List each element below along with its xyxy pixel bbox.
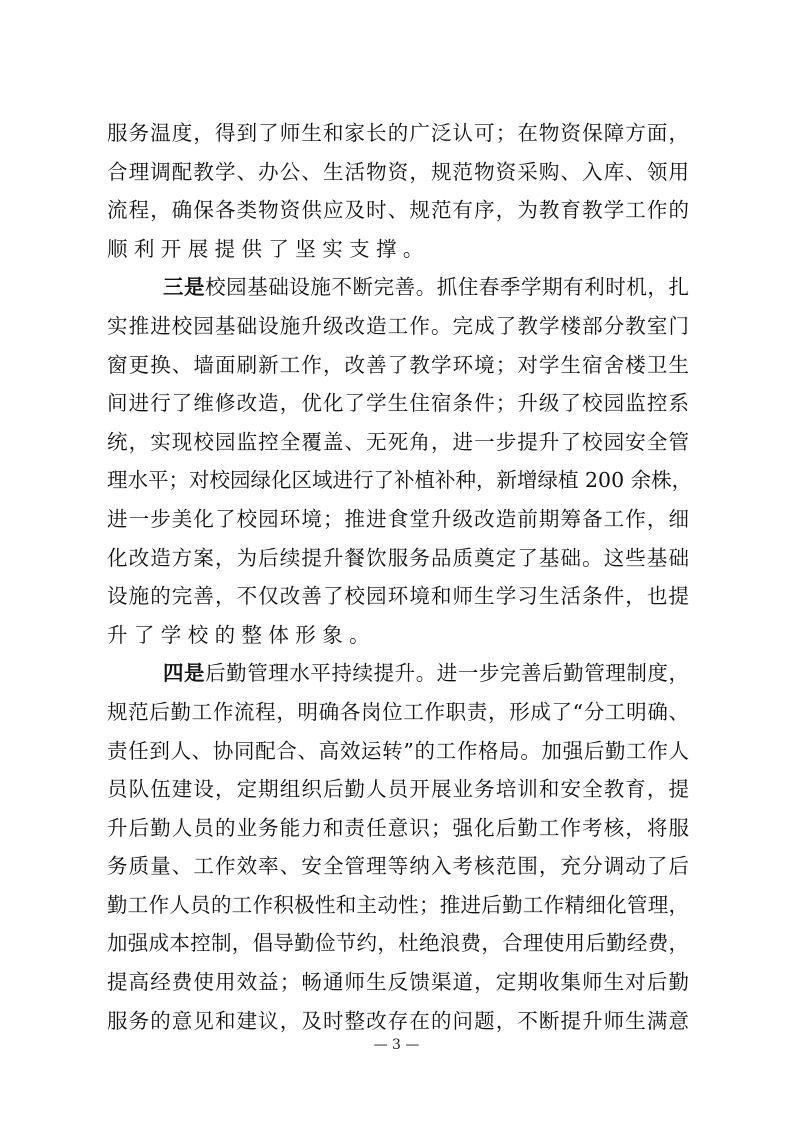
- line-text: 窗更换、墙面刷新工作，改善了教学环境；对学生宿舍楼卫生: [107, 352, 689, 377]
- line-text: 合理调配教学、办公、生活物资，规范物资采购、入库、领用: [107, 159, 689, 184]
- line-text: 化改造方案，为后续提升餐饮服务品质奠定了基础。这些基础: [107, 545, 689, 570]
- line-text: 加强成本控制，倡导勤俭节约，杜绝浪费，合理使用后勤经费，: [107, 931, 689, 956]
- text-line: [107, 770, 689, 809]
- text-line: [107, 809, 689, 848]
- text-line: [107, 963, 689, 1002]
- text-line: [107, 153, 689, 192]
- line-text: 校园基础设施不断完善。抓住春季学期有利时机，扎: [205, 275, 689, 300]
- text-line: [107, 693, 689, 732]
- text-line: [107, 732, 689, 771]
- line-text: 规范后勤工作流程，明确各岗位工作职责，形成了“分工明确、: [107, 699, 689, 724]
- page-number: — 3 —: [373, 1037, 420, 1053]
- paragraph-lead: 三是: [163, 275, 206, 300]
- line-text: 员队伍建设，定期组织后勤人员开展业务培训和安全教育，提: [107, 777, 689, 802]
- line-text: 勤工作人员的工作积极性和主动性；推进后勤工作精细化管理，: [107, 892, 689, 917]
- text-line: [107, 616, 689, 655]
- line-text: 顺利开展提供了坚实支撑。: [107, 236, 430, 261]
- text-line: [107, 307, 689, 346]
- text-line: [107, 114, 689, 153]
- line-text: 实推进校园基础设施升级改造工作。完成了教学楼部分教室门: [107, 313, 689, 338]
- text-line: [107, 654, 689, 693]
- text-line: [107, 886, 689, 925]
- line-text: 流程，确保各类物资供应及时、规范有序，为教育教学工作的: [107, 198, 689, 223]
- text-line: [107, 577, 689, 616]
- text-line: [107, 346, 689, 385]
- document-body: [107, 114, 693, 1040]
- line-text: 提高经费使用效益；畅通师生反馈渠道，定期收集师生对后勤: [107, 970, 689, 995]
- line-text: 间进行了维修改造，优化了学生住宿条件；升级了校园监控系: [107, 391, 689, 416]
- text-line: [107, 500, 689, 539]
- paragraph-lead: 四是: [163, 661, 206, 686]
- text-line: [107, 191, 689, 230]
- line-text: 务质量、工作效率、安全管理等纳入考核范围，充分调动了后: [107, 854, 689, 879]
- line-text: 服务温度，得到了师生和家长的广泛认可；在物资保障方面，: [107, 121, 689, 145]
- text-line: [107, 423, 689, 462]
- line-text: 责任到人、协同配合、高效运转”的工作格局。加强后勤工作人: [107, 738, 689, 763]
- paragraph: [107, 114, 689, 268]
- line-text: 进一步美化了校园环境；推进食堂升级改造前期筹备工作，细: [107, 506, 689, 531]
- line-text: 升了学校的整体形象。: [107, 622, 376, 647]
- text-line: [107, 384, 689, 423]
- line-text: 理水平；对校园绿化区域进行了补植补种，新增绿植 200 余株，: [107, 468, 693, 493]
- paragraph: [107, 268, 693, 654]
- text-line: [107, 847, 689, 886]
- line-text: 服务的意见和建议，及时整改存在的问题，不断提升师生满意: [107, 1008, 689, 1033]
- text-line: [107, 268, 689, 307]
- text-line: [107, 539, 689, 578]
- text-line: [107, 230, 689, 269]
- paragraph: [107, 654, 689, 1040]
- line-text: 后勤管理水平持续提升。进一步完善后勤管理制度，: [205, 661, 689, 686]
- line-text: 统，实现校园监控全覆盖、无死角，进一步提升了校园安全管: [107, 429, 689, 454]
- text-line: [107, 1002, 689, 1041]
- text-line: [107, 924, 689, 963]
- line-text: 设施的完善，不仅改善了校园环境和师生学习生活条件，也提: [107, 584, 689, 609]
- line-text: 升后勤人员的业务能力和责任意识；强化后勤工作考核，将服: [107, 815, 689, 840]
- text-line: [107, 461, 693, 500]
